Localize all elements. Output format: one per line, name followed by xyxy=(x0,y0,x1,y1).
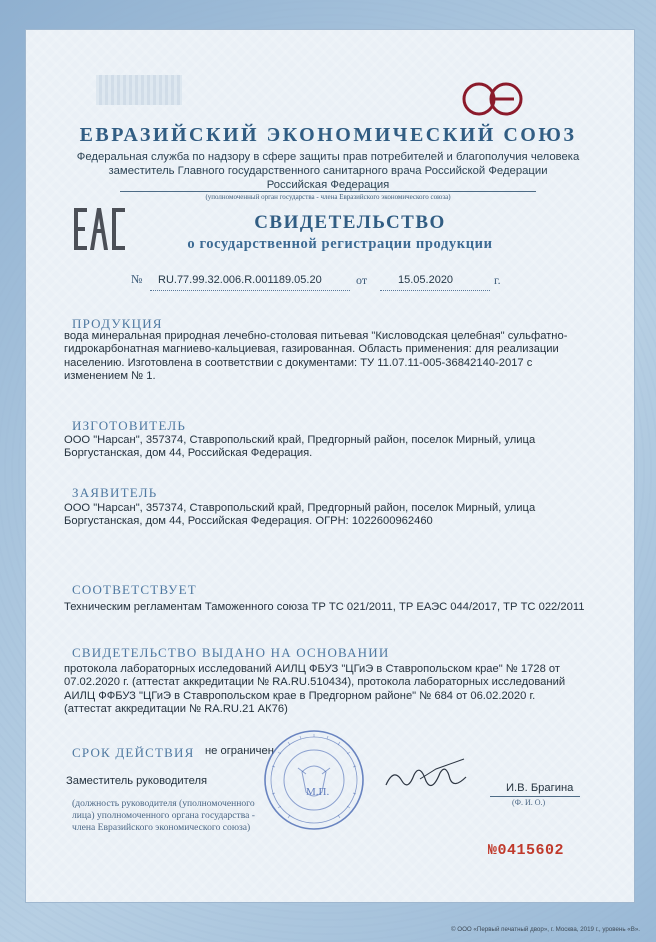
applicant-heading: ЗАЯВИТЕЛЬ xyxy=(72,485,158,500)
applicant-line: Боргустанская, дом 44, Российская Федерация. ОГРН: 1022600962460 xyxy=(64,515,433,528)
signer-name: И.В. Брагина xyxy=(506,782,574,794)
name-caption: (Ф. И. О.) xyxy=(512,798,546,807)
position-caption xyxy=(72,798,322,834)
basis-line: АИЛЦ ФФБУЗ "ЦГиЭ в Ставропольском крае в Предгорном районе" № 684 от 06.02.2020 г. xyxy=(64,689,536,702)
conforms-heading: СООТВЕТСТВУЕТ xyxy=(72,582,197,597)
number-underline xyxy=(150,290,350,291)
hologram-patch xyxy=(96,75,182,105)
stamp-initials: М.П. xyxy=(306,786,330,798)
manufacturer-text xyxy=(64,434,634,461)
applicant-text xyxy=(64,502,634,529)
authority-subcaption: (уполномоченный орган государства - члена Евразийского экономического союза) xyxy=(120,191,536,201)
product-line: вода минеральная природная лечебно-столовая питьевая "Кисловодская целебная" сульфатно- xyxy=(64,330,568,342)
authority-line-2: заместитель Главного государственного санитарного врача Российской Федерации xyxy=(108,165,548,177)
handwritten-signature xyxy=(380,755,472,799)
basis-line: 07.02.2020 г. (аттестат аккредитации № RA.RU.510434), протокола лабораторных исследований xyxy=(64,676,566,689)
basis-line: протокола лабораторных исследований АИЛЦ ФБУЗ "ЦГиЭ в Ставропольском крае" № 1728 от xyxy=(64,663,561,675)
validity-heading: СРОК ДЕЙСТВИЯ xyxy=(72,745,195,760)
position-caption-line: члена Евразийского экономического союза) xyxy=(72,822,251,833)
manufacturer-line: Боргустанская, дом 44, Российская Федерация. xyxy=(64,447,313,460)
authority-block xyxy=(0,150,656,192)
date-underline xyxy=(380,290,490,291)
registration-number: RU.77.99.32.006.R.001189.05.20 xyxy=(158,274,322,286)
authority-line-1: Федеральная служба по надзору в сфере защиты прав потребителей и благополучия человека xyxy=(76,151,580,163)
conforms-text xyxy=(64,601,634,614)
product-line: гидрокарбонатная магниево-кальциевая, газированная. Область применения: для реализации xyxy=(64,343,559,356)
manufacturer-line: ООО "Нарсан", 357374, Ставропольский край, Предгорный район, поселок Мирный, улица xyxy=(64,434,536,446)
certificate-title: СВИДЕТЕЛЬСТВО xyxy=(254,212,446,233)
date-label: от xyxy=(356,273,368,287)
position-caption-line: (должность руководителя (уполномоченного xyxy=(72,798,255,809)
applicant-line: ООО "Нарсан", 357374, Ставропольский край, Предгорный район, поселок Мирный, улица xyxy=(64,502,536,514)
se-logo xyxy=(462,82,524,116)
signer-position: Заместитель руководителя xyxy=(66,775,208,787)
conforms-line: Техническим регламентам Таможенного союза ТР ТС 021/2011, ТР ЕАЭС 044/2017, ТР ТС 022/2011 xyxy=(64,601,585,613)
product-heading: ПРОДУКЦИЯ xyxy=(72,316,163,331)
number-label: № xyxy=(131,272,143,286)
serial-number: №0415602 xyxy=(488,842,565,859)
registration-date: 15.05.2020 xyxy=(398,274,454,286)
position-caption-line: лица) уполномоченного органа государства - xyxy=(72,810,255,821)
basis-line: (аттестат аккредитации № RA.RU.21 АК76) xyxy=(64,703,288,716)
product-line: населению. Изготовлена в соответствии с документами: ТУ 11.07.11-005-36842140-2017 с xyxy=(64,356,533,369)
validity-value: не ограничен xyxy=(205,745,274,757)
printer-credit: © ООО «Первый печатный двор», г. Москва, 2019 г., уровень «В». xyxy=(451,926,640,933)
manufacturer-heading: ИЗГОТОВИТЕЛЬ xyxy=(72,418,187,433)
authority-line-3: Российская Федерация xyxy=(266,179,390,191)
year-suffix: г. xyxy=(494,273,501,287)
product-text xyxy=(64,330,634,384)
product-line: изменением № 1. xyxy=(64,370,156,383)
certificate-subtitle: о государственной регистрации продукции xyxy=(187,236,493,252)
basis-text xyxy=(64,663,634,717)
basis-heading: СВИДЕТЕЛЬСТВО ВЫДАНО НА ОСНОВАНИИ xyxy=(72,645,390,660)
union-title: ЕВРАЗИЙСКИЙ ЭКОНОМИЧЕСКИЙ СОЮЗ xyxy=(79,124,577,146)
